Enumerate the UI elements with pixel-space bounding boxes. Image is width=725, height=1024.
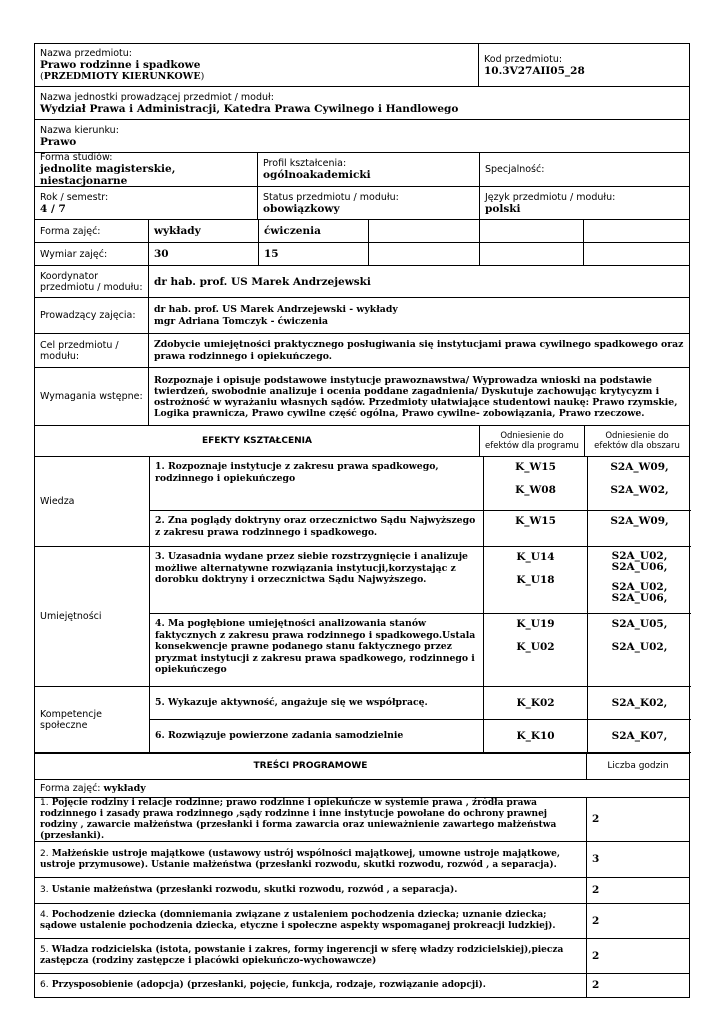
effect-6-program	[483, 720, 587, 753]
content-item-text	[35, 939, 586, 973]
effect-3-area-4: S2A_U06,	[611, 592, 668, 604]
effect-4-program-1: K_U19	[516, 618, 555, 630]
status-label: Status przedmiotu / modułu:	[263, 191, 399, 203]
effect-4-text: 4. Ma pogłębione umiejętności analizowania stanów faktycznych z zakresu prawa rodzinnego i spadkowego.Ustala konsekwencje prawne podanego stanu faktycznego przez pryzmat instytucji z zakresu prawa spadkowego, rodzinnego i opiekuńczego	[149, 614, 483, 687]
effect-6-area	[587, 720, 691, 753]
goal-label: Cel przedmiotu / modułu:	[40, 339, 119, 362]
content-form-cell	[35, 780, 689, 797]
class-form-empty-3	[368, 220, 479, 242]
field-cell	[35, 120, 689, 152]
effect-6-program-1: K_K10	[516, 730, 555, 742]
effect-2-area-1: S2A_W09,	[610, 515, 669, 527]
effect-3-text: 3. Uzasadnia wydane przez siebie rozstrzygnięcie i analizuje możliwe alternatywne rozwiązania instytucji,korzystając z dorobku doktryny i orzecznictwa Sądu Najwyższego.	[149, 547, 483, 614]
content-item-number: 6.	[40, 980, 49, 990]
class-form-empty-4	[479, 220, 583, 242]
subject-group-close: )	[200, 71, 205, 82]
course-syllabus-sheet	[34, 43, 690, 991]
coordinator-row	[34, 266, 690, 298]
effect-3-program-2: K_U18	[516, 574, 555, 586]
status-value: obowiązkowy	[263, 202, 340, 215]
effects-col-program: Odniesienie do efektów dla programu	[479, 426, 584, 456]
content-form-row	[34, 780, 690, 798]
effects-header: EFEKTY KSZTAŁCENIA	[202, 435, 312, 446]
study-profile-label: Profil kształcenia:	[263, 158, 347, 169]
unit-cell	[35, 87, 689, 119]
content-item	[34, 939, 690, 974]
unit-label: Nazwa jednostki prowadzącej przedmiot / moduł:	[40, 91, 274, 103]
content-item-body: Małżeńskie ustroje majątkowe (ustawowy ustrój wspólności majątkowej, umowne ustroje majątkowe, ustroje przymusowe). Ustanie małżeństwa (przesłanki rozwodu, skutki rozwodu, rozwód , a separacja).	[40, 848, 560, 870]
subject-name: Prawo rodzinne i spadkowe	[40, 59, 201, 71]
content-item-hours: 2	[586, 939, 689, 973]
coordinator-value: dr hab. prof. US Marek Andrzejewski	[148, 266, 689, 297]
class-form-row	[34, 220, 690, 243]
category-knowledge: Wiedza	[35, 457, 149, 547]
content-item-number: 4.	[40, 910, 49, 920]
effect-1-area-1: S2A_W09,	[610, 461, 669, 473]
content-item-body: Przysposobienie (adopcja) (przesłanki, pojęcie, funkcja, rodzaje, rozwiązanie adopcji).	[51, 980, 486, 990]
year-label: Rok / semestr:	[40, 191, 109, 203]
study-row	[34, 153, 690, 187]
content-item-body: Pochodzenie dziecka (domniemania związane z ustaleniem pochodzenia dziecka; uznanie dziecka; sądowe ustalenie pochodzenia dziecka, etyczne i społeczne aspekty wspomaganej prokreacji ludzkiej).	[40, 910, 556, 931]
content-item-hours: 2	[586, 798, 689, 841]
effect-2-program-1: K_W15	[515, 515, 556, 527]
content-item	[34, 878, 690, 904]
status-cell	[257, 187, 479, 219]
effects-grid	[34, 457, 690, 754]
unit-value: Wydział Prawa i Administracji, Katedra Prawa Cywilnego i Handlowego	[40, 102, 459, 115]
class-hours-2: 15	[258, 243, 368, 265]
class-form-1: wykłady	[148, 220, 258, 242]
effect-1-text: 1. Rozpoznaje instytucje z zakresu prawa spadkowego, rodzinnego i opiekuńczego	[149, 457, 483, 511]
effect-1-program-2: K_W08	[515, 484, 556, 496]
content-item-hours: 2	[586, 974, 689, 997]
subject-code: 10.3V27AII05_28	[484, 64, 585, 77]
effect-6-text: 6. Rozwiązuje powierzone zadania samodzielnie	[149, 720, 483, 753]
content-header-row	[34, 754, 690, 780]
content-item-hours: 2	[586, 878, 689, 903]
effect-3-area-1: S2A_U02,	[611, 550, 668, 562]
subject-group: PRZEDMIOTY KIERUNKOWE	[43, 71, 201, 82]
effect-6-area-1: S2A_K07,	[611, 730, 668, 742]
effect-3-program-1: K_U14	[516, 551, 555, 563]
field-row	[34, 120, 690, 153]
category-skills: Umiejętności	[35, 547, 149, 687]
teachers-label: Prowadzący zajęcia:	[40, 310, 136, 321]
coordinator-label: Koordynator przedmiotu / modułu:	[40, 270, 143, 293]
effect-5-program	[483, 687, 587, 720]
class-hours-label: Wymiar zajęć:	[40, 248, 108, 260]
subject-group-open: (	[40, 71, 44, 82]
content-item-text	[35, 798, 586, 841]
teachers-cell	[148, 298, 689, 333]
effect-3-area	[587, 547, 691, 614]
goal-value: Zdobycie umiejętności praktycznego posługiwania się instytucjami prawa cywilnego spadkowego oraz prawa rodzinnego i opiekuńczego.	[148, 334, 689, 367]
class-form-2: ćwiczenia	[258, 220, 368, 242]
study-spec-label: Specjalność:	[485, 164, 545, 175]
class-hours-empty-4	[479, 243, 583, 265]
content-item-hours: 3	[586, 842, 689, 877]
content-item-number: 5.	[40, 945, 49, 955]
lang-cell	[479, 187, 689, 219]
study-spec-cell	[479, 153, 689, 186]
subject-code-label: Kod przedmiotu:	[484, 53, 563, 65]
study-form: jednolite magisterskie, niestacjonarne	[40, 163, 176, 187]
teacher-line-1: dr hab. prof. US Marek Andrzejewski - wykłady	[154, 304, 398, 315]
effect-5-area-1: S2A_K02,	[611, 697, 668, 709]
effect-5-area	[587, 687, 691, 720]
effect-5-program-1: K_K02	[516, 697, 555, 709]
effect-1-program-1: K_W15	[515, 461, 556, 473]
content-item-text	[35, 842, 586, 877]
effect-2-area	[587, 511, 691, 547]
lang-label: Język przedmiotu / modułu:	[485, 191, 616, 203]
content-item-number: 2.	[40, 848, 49, 859]
category-social: Kompetencje społeczne	[35, 687, 149, 753]
lang-value: polski	[485, 202, 521, 215]
study-profile: ogólnoakademicki	[263, 169, 371, 181]
content-item-text	[35, 904, 586, 938]
prereq-row	[34, 368, 690, 426]
effect-3-program	[483, 547, 587, 614]
content-item	[34, 798, 690, 842]
content-item-body: Władza rodzicielska (istota, powstanie i zakres, formy ingerencji w sferę władzy rodzicielskiej),piecza zastępcza (rodziny zastępcze i placówki opiekuńczo-wychowawcze)	[40, 945, 564, 966]
study-form-label: Forma studiów:	[40, 152, 113, 163]
effect-1-program	[483, 457, 587, 511]
year-row	[34, 187, 690, 220]
subject-code-cell	[478, 44, 689, 86]
content-item-body: Pojęcie rodziny i relacje rodzinne; prawo rodzinne i opiekuńcze w systemie prawa , źródła prawa rodzinnego i zasady prawa rodzinnego ,sądy rodzinne i inne instytucje powołane do ochrony prawnej rodziny , zawarcie małżeństwa (przesłanki i forma zawarcia oraz unieważnienie zawartego małżeństwa (przesłanki).	[40, 797, 557, 841]
effect-2-text: 2. Zna poglądy doktryny oraz orzecznictwo Sądu Najwyższego z zakresu prawa rodzinnego i spadkowego.	[149, 511, 483, 547]
study-form-cell	[35, 153, 257, 186]
effect-4-program	[483, 614, 587, 687]
content-item-number: 3.	[40, 885, 49, 895]
content-header: TREŚCI PROGRAMOWE	[253, 761, 368, 771]
content-item	[34, 842, 690, 878]
class-hours-empty-5	[583, 243, 689, 265]
subject-name-cell	[35, 44, 478, 86]
effects-header-row	[34, 426, 690, 457]
effect-3-area-2: S2A_U06,	[611, 561, 668, 573]
class-hours-empty-3	[368, 243, 479, 265]
content-item-text	[35, 974, 586, 997]
prereq-value: Rozpoznaje i opisuje podstawowe instytucje prawoznawstwa/ Wyprowadza wnioski na podstawie twierdzeń, swobodnie analizuje i ocenia poddane zagadnienia/ Dyskutuje zachowując krytycyzm i ostrożność w wyrażaniu własnych sądów. Przedmioty ułatwiające studentowi naukę: Prawo rzymskie, Logika prawnicza, Prawo cywilne część ogólna, Prawo cywilne- zobowiązania, Prawo rzeczowe.	[148, 368, 689, 425]
effect-4-area-2: S2A_U02,	[611, 641, 668, 653]
effect-3-area-3: S2A_U02,	[611, 581, 668, 593]
content-hours-header: Liczba godzin	[586, 754, 689, 779]
year-value: 4 / 7	[40, 202, 66, 215]
effect-4-area-1: S2A_U05,	[611, 618, 668, 630]
study-profile-cell	[257, 153, 479, 186]
content-item	[34, 904, 690, 939]
effect-1-area-2: S2A_W02,	[610, 484, 669, 496]
effect-2-program	[483, 511, 587, 547]
class-hours-row	[34, 243, 690, 266]
subject-row	[34, 43, 690, 87]
subject-name-label: Nazwa przedmiotu:	[40, 48, 132, 59]
class-hours-1: 30	[148, 243, 258, 265]
field-label: Nazwa kierunku:	[40, 124, 119, 136]
content-item-hours: 2	[586, 904, 689, 938]
prereq-label: Wymagania wstępne:	[40, 391, 143, 402]
class-form-label: Forma zajęć:	[40, 225, 101, 237]
content-form-value: wykłady	[103, 783, 146, 794]
teachers-row	[34, 298, 690, 334]
content-item	[34, 974, 690, 998]
effect-5-text: 5. Wykazuje aktywność, angażuje się we współpracę.	[149, 687, 483, 720]
goal-row	[34, 334, 690, 368]
content-item-body: Ustanie małżeństwa (przesłanki rozwodu, skutki rozwodu, rozwód , a separacja).	[51, 885, 458, 895]
effect-1-area	[587, 457, 691, 511]
content-form-label: Forma zajęć:	[40, 783, 101, 794]
unit-row	[34, 87, 690, 120]
effect-4-area	[587, 614, 691, 687]
content-item-text	[35, 878, 586, 903]
teacher-line-2: mgr Adriana Tomczyk - ćwiczenia	[154, 315, 329, 327]
class-form-empty-5	[583, 220, 689, 242]
year-cell	[35, 187, 257, 219]
effects-col-area: Odniesienie do efektów dla obszaru	[584, 426, 689, 456]
field-value: Prawo	[40, 135, 77, 148]
content-item-number: 1.	[40, 797, 49, 808]
effect-4-program-2: K_U02	[516, 641, 555, 653]
